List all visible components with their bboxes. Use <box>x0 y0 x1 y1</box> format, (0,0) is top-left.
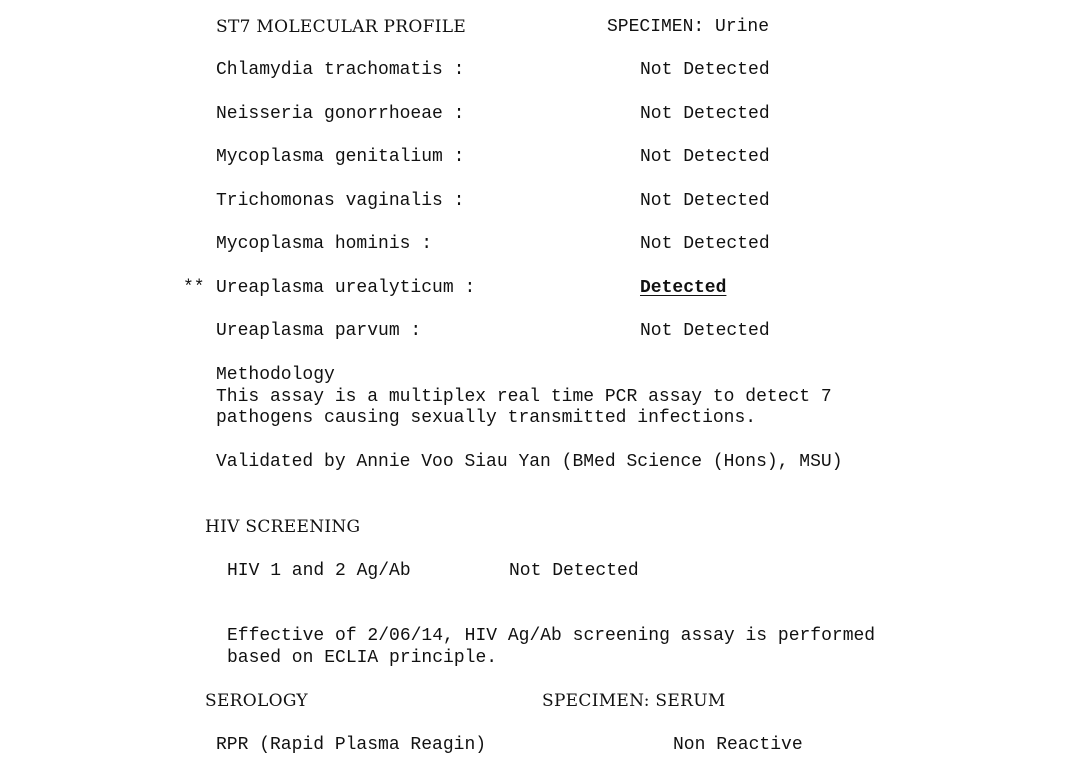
result-value-trichomonas: Not Detected <box>640 191 770 211</box>
result-name-trichomonas: Trichomonas vaginalis : <box>216 191 465 211</box>
serology-section-title: SEROLOGY <box>205 691 308 711</box>
result-value-mycoplasma-genitalium: Not Detected <box>640 147 770 167</box>
st7-specimen-label: SPECIMEN: Urine <box>607 17 770 37</box>
result-name-ureaplasma-parvum: Ureaplasma parvum : <box>216 321 422 341</box>
result-name-mycoplasma-genitalium: Mycoplasma genitalium : <box>216 147 465 167</box>
result-name-neisseria: Neisseria gonorrhoeae : <box>216 104 465 124</box>
result-value-mycoplasma-hominis: Not Detected <box>640 234 770 254</box>
serology-test-name: RPR (Rapid Plasma Reagin) <box>216 735 487 755</box>
result-value-neisseria: Not Detected <box>640 104 770 124</box>
result-name-chlamydia: Chlamydia trachomatis : <box>216 60 465 80</box>
result-name-mycoplasma-hominis: Mycoplasma hominis : <box>216 234 433 254</box>
methodology-text-line-1: This assay is a multiplex real time PCR assay to detect 7 <box>216 387 832 407</box>
methodology-text-line-2: pathogens causing sexually transmitted infections. <box>216 408 757 428</box>
methodology-label: Methodology <box>216 365 335 385</box>
result-value-ureaplasma-parvum: Not Detected <box>640 321 770 341</box>
result-value-ureaplasma-urealyticum: Detected <box>640 278 727 298</box>
hiv-note-line-1: Effective of 2/06/14, HIV Ag/Ab screening assay is performed <box>227 626 876 646</box>
hiv-note-line-2: based on ECLIA principle. <box>227 648 498 668</box>
validated-by-text: Validated by Annie Voo Siau Yan (BMed Science (Hons), MSU) <box>216 452 843 472</box>
serology-specimen-label: SPECIMEN: SERUM <box>542 691 726 711</box>
result-value-chlamydia: Not Detected <box>640 60 770 80</box>
hiv-test-value: Not Detected <box>509 561 639 581</box>
st7-section-title: ST7 MOLECULAR PROFILE <box>216 17 467 37</box>
serology-test-value: Non Reactive <box>673 735 803 755</box>
hiv-section-title: HIV SCREENING <box>205 517 361 537</box>
abnormal-flag-marker: ** <box>183 278 205 298</box>
result-name-ureaplasma-urealyticum: Ureaplasma urealyticum : <box>216 278 476 298</box>
hiv-test-name: HIV 1 and 2 Ag/Ab <box>227 561 411 581</box>
